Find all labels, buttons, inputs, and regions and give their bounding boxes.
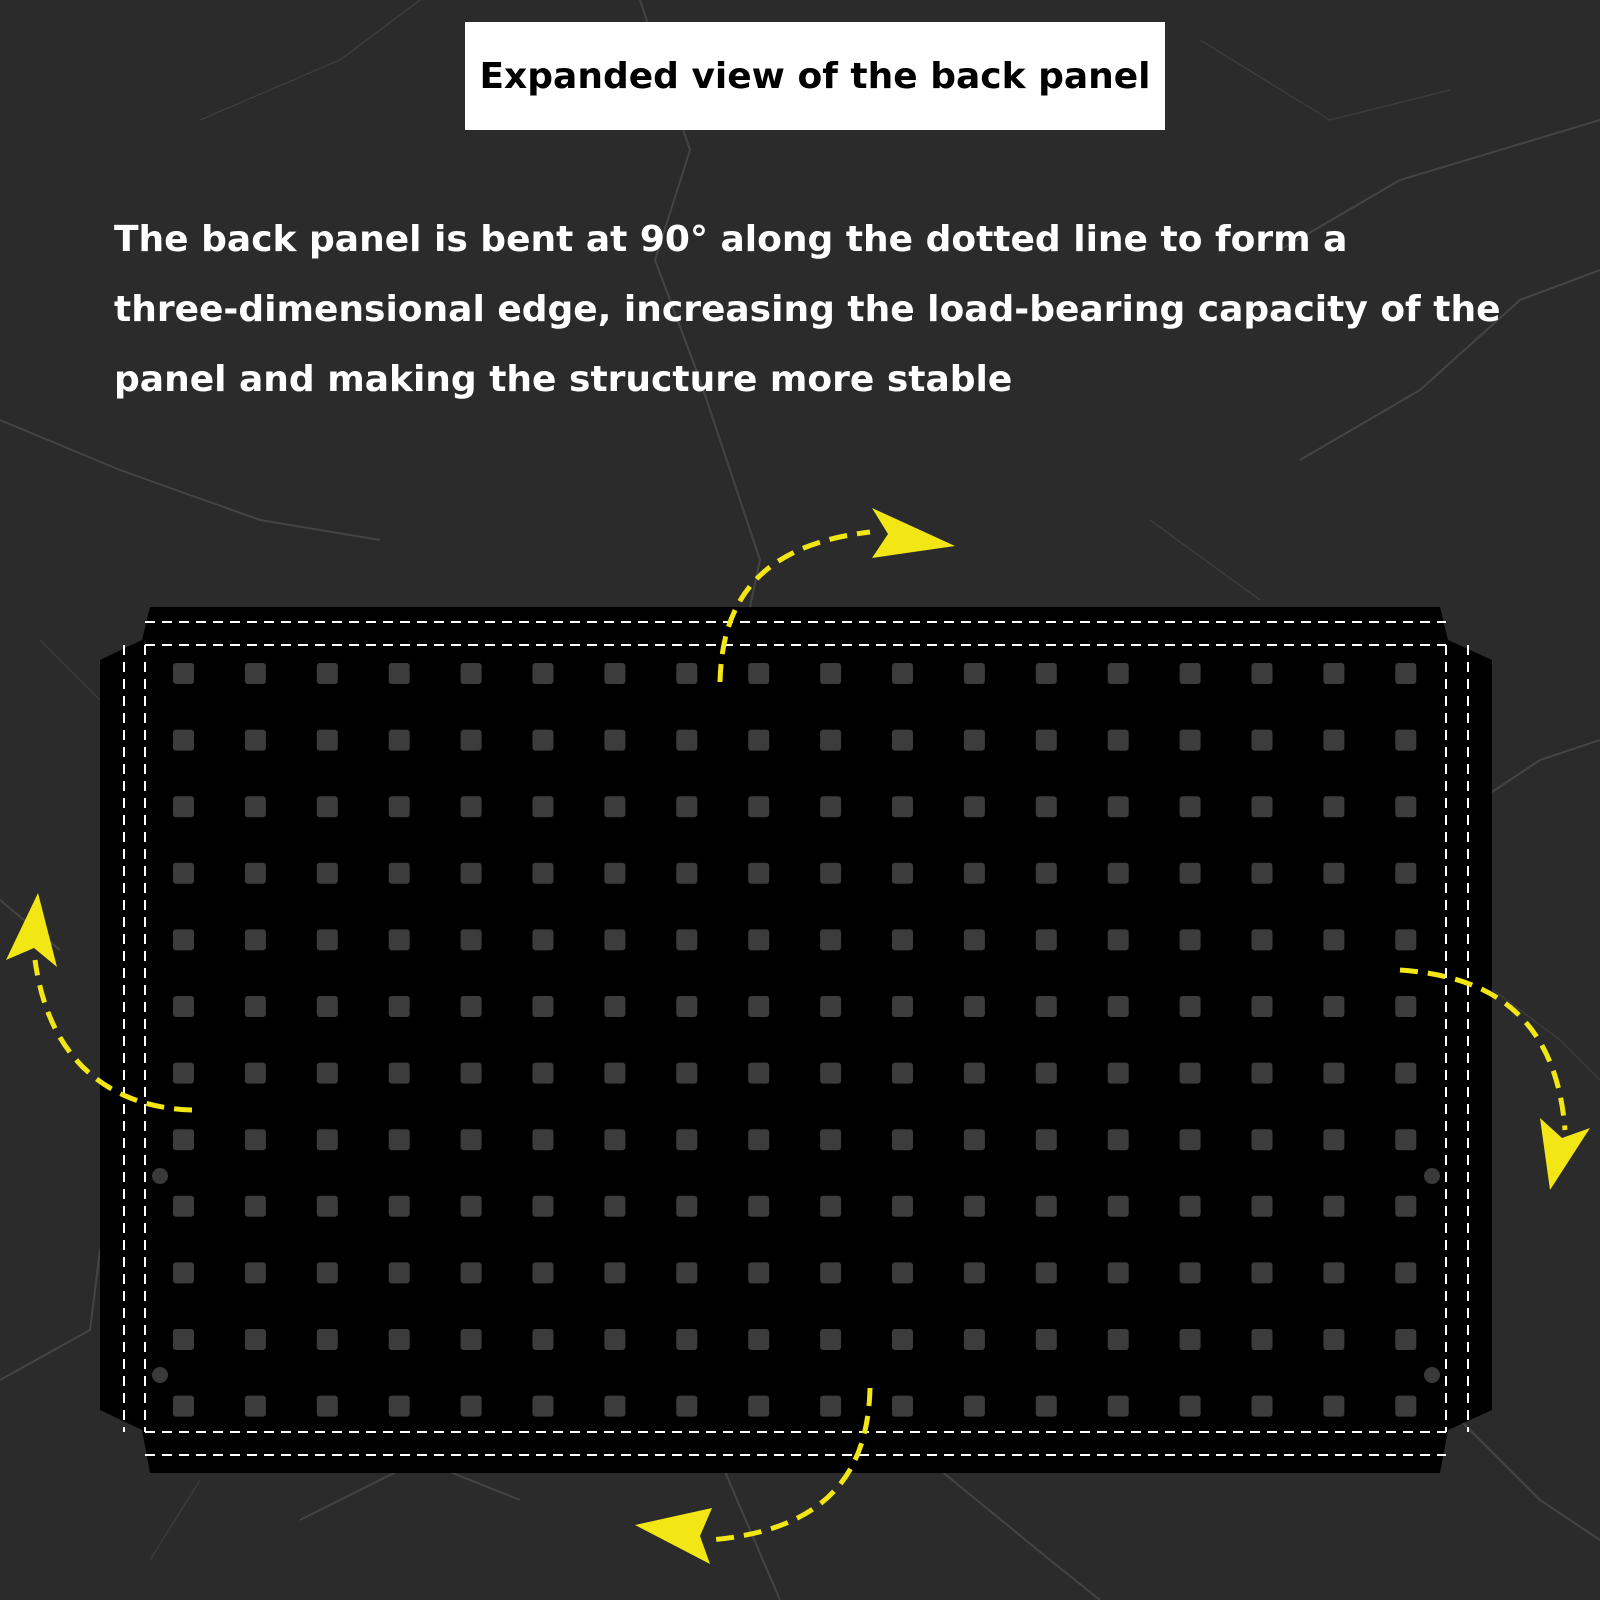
pegboard-hole [317,863,338,884]
pegboard-hole [1395,1063,1416,1084]
mount-hole [152,1367,168,1383]
pegboard-hole [173,663,194,684]
pegboard-hole [1180,1196,1201,1217]
pegboard-hole [1108,1396,1129,1417]
pegboard-hole [1323,663,1344,684]
pegboard-hole [1180,996,1201,1017]
pegboard-hole [748,1329,769,1350]
pegboard-hole [317,1329,338,1350]
pegboard-hole [317,929,338,950]
pegboard-hole [317,796,338,817]
pegboard-hole [461,730,482,751]
pegboard-hole [1108,1329,1129,1350]
pegboard-hole [389,929,410,950]
pegboard-hole [389,1329,410,1350]
pegboard-hole [604,663,625,684]
pegboard-hole [461,1329,482,1350]
pegboard-hole [461,996,482,1017]
pegboard-hole [892,1196,913,1217]
pegboard-hole [1323,796,1344,817]
pegboard-hole [173,1329,194,1350]
pegboard-hole [1180,1129,1201,1150]
pegboard-hole [1323,1129,1344,1150]
pegboard-hole [604,929,625,950]
pegboard-hole [604,1129,625,1150]
pegboard-hole [1036,1329,1057,1350]
pegboard-hole [1252,1129,1273,1150]
pegboard-hole [748,1262,769,1283]
pegboard-hole [1395,796,1416,817]
pegboard-hole [533,996,554,1017]
pegboard-hole [173,1262,194,1283]
pegboard-hole [245,996,266,1017]
pegboard-hole [892,996,913,1017]
pegboard-hole [820,730,841,751]
pegboard-hole [1252,1196,1273,1217]
description-line: three-dimensional edge, increasing the load-bearing capacity of the [114,289,1501,330]
pegboard-hole [1395,1329,1416,1350]
pegboard-hole [1252,929,1273,950]
pegboard-hole [245,730,266,751]
pegboard-hole [245,1063,266,1084]
pegboard-hole [533,796,554,817]
pegboard-hole [748,996,769,1017]
pegboard-hole [389,663,410,684]
pegboard-hole [820,1063,841,1084]
pegboard-hole [1252,863,1273,884]
pegboard-hole [461,796,482,817]
pegboard-hole [1036,863,1057,884]
pegboard-hole [676,863,697,884]
pegboard-hole [1180,1396,1201,1417]
mount-hole [1424,1367,1440,1383]
pegboard-hole [1323,929,1344,950]
pegboard-hole [1036,929,1057,950]
pegboard-hole [1252,663,1273,684]
pegboard-hole [820,929,841,950]
pegboard-hole [892,730,913,751]
pegboard-hole [892,929,913,950]
pegboard-hole [389,1063,410,1084]
pegboard-hole [1036,1063,1057,1084]
pegboard-hole [245,1396,266,1417]
pegboard-hole [533,929,554,950]
pegboard-hole [1108,663,1129,684]
pegboard-hole [964,1329,985,1350]
pegboard-hole [1036,796,1057,817]
mount-hole [1424,1168,1440,1184]
pegboard-hole [173,1396,194,1417]
pegboard-hole [245,863,266,884]
pegboard-hole [892,1129,913,1150]
pegboard-hole [317,1063,338,1084]
pegboard-hole [1036,730,1057,751]
pegboard-hole [317,663,338,684]
pegboard-hole [389,730,410,751]
pegboard-hole [533,1329,554,1350]
pegboard-hole [533,1262,554,1283]
pegboard-hole [317,1196,338,1217]
pegboard-hole [1323,1396,1344,1417]
pegboard-hole [1395,1396,1416,1417]
pegboard-hole [389,1262,410,1283]
pegboard-hole [1108,863,1129,884]
pegboard-hole [892,1329,913,1350]
pegboard-hole [389,996,410,1017]
pegboard-hole [1108,996,1129,1017]
pegboard-hole [533,1396,554,1417]
pegboard-hole [389,863,410,884]
pegboard-hole [964,1262,985,1283]
pegboard-hole [533,1196,554,1217]
pegboard-hole [317,730,338,751]
pegboard-hole [676,1129,697,1150]
description-line: The back panel is bent at 90° along the dotted line to form a [114,219,1348,260]
pegboard-hole [1323,1329,1344,1350]
pegboard-hole [533,863,554,884]
pegboard-hole [1180,1262,1201,1283]
pegboard-hole [964,663,985,684]
pegboard-hole [892,796,913,817]
pegboard-hole [892,1063,913,1084]
pegboard-hole [604,1196,625,1217]
pegboard-hole [245,663,266,684]
pegboard-hole [1036,663,1057,684]
pegboard-hole [604,863,625,884]
pegboard-hole [533,1129,554,1150]
pegboard-hole [389,1396,410,1417]
pegboard-hole [173,1063,194,1084]
pegboard-hole [533,1063,554,1084]
pegboard-hole [964,996,985,1017]
pegboard-hole [245,796,266,817]
pegboard-hole [1180,1329,1201,1350]
pegboard-hole [461,929,482,950]
pegboard-hole [748,730,769,751]
pegboard-hole [1036,1262,1057,1283]
pegboard-hole [604,1262,625,1283]
fold-arrow-down-icon [635,1508,712,1564]
pegboard-hole [964,1196,985,1217]
pegboard-hole [676,929,697,950]
pegboard-hole [964,796,985,817]
pegboard-hole [1252,730,1273,751]
pegboard-hole [173,1196,194,1217]
pegboard-hole [173,863,194,884]
pegboard-hole [748,663,769,684]
pegboard-hole [1108,1063,1129,1084]
description-line: panel and making the structure more stable [114,359,1013,400]
pegboard-hole [676,1396,697,1417]
pegboard-hole [676,1063,697,1084]
pegboard-hole [461,1396,482,1417]
pegboard-hole [1323,996,1344,1017]
pegboard-hole [317,996,338,1017]
pegboard-hole [892,663,913,684]
pegboard-hole [1323,1262,1344,1283]
pegboard-hole [1323,863,1344,884]
pegboard-hole [820,796,841,817]
pegboard-hole [1108,1196,1129,1217]
pegboard-hole [964,730,985,751]
pegboard-hole [964,1063,985,1084]
pegboard-hole [820,663,841,684]
pegboard-hole [964,1396,985,1417]
pegboard-hole [1323,730,1344,751]
pegboard-hole [676,1196,697,1217]
pegboard-hole [604,730,625,751]
pegboard-hole [1395,863,1416,884]
pegboard-hole [1395,663,1416,684]
pegboard-hole [1252,1396,1273,1417]
pegboard-hole [1395,929,1416,950]
pegboard-hole [461,663,482,684]
pegboard-hole [461,1063,482,1084]
pegboard-hole [676,796,697,817]
pegboard-hole [748,1129,769,1150]
pegboard-hole [1108,796,1129,817]
pegboard-hole [533,730,554,751]
back-panel [100,607,1492,1473]
pegboard-hole [748,1396,769,1417]
pegboard-hole [604,1063,625,1084]
pegboard-hole [892,1262,913,1283]
pegboard-hole [748,929,769,950]
pegboard-hole [1036,996,1057,1017]
pegboard-hole [317,1129,338,1150]
pegboard-hole [676,1329,697,1350]
pegboard-hole [461,1262,482,1283]
pegboard-hole [1395,1129,1416,1150]
pegboard-hole [964,1129,985,1150]
pegboard-hole [389,1129,410,1150]
pegboard-hole [389,1196,410,1217]
pegboard-hole [317,1262,338,1283]
pegboard-hole [245,1196,266,1217]
pegboard-hole [1180,663,1201,684]
pegboard-hole [820,1396,841,1417]
page-title: Expanded view of the back panel [479,55,1151,97]
pegboard-hole [317,1396,338,1417]
pegboard-hole [820,1129,841,1150]
pegboard-hole [173,929,194,950]
pegboard-hole [461,1196,482,1217]
fold-arrow-up-icon [872,508,955,558]
pegboard-hole [604,796,625,817]
pegboard-hole [245,1329,266,1350]
pegboard-hole [1180,863,1201,884]
pegboard-hole [173,1129,194,1150]
pegboard-hole [461,863,482,884]
pegboard-hole [533,663,554,684]
pegboard-hole [461,1129,482,1150]
pegboard-hole [1180,796,1201,817]
pegboard-hole [604,1396,625,1417]
pegboard-hole [892,863,913,884]
pegboard-hole [676,996,697,1017]
pegboard-hole [604,1329,625,1350]
pegboard-hole [173,796,194,817]
pegboard-hole [676,730,697,751]
pegboard-hole [1108,1129,1129,1150]
pegboard-hole [748,1063,769,1084]
pegboard-hole [820,996,841,1017]
pegboard-hole [892,1396,913,1417]
pegboard-hole [1323,1196,1344,1217]
pegboard-hole [820,1196,841,1217]
pegboard-hole [1252,796,1273,817]
pegboard-hole [1395,730,1416,751]
pegboard-hole [604,996,625,1017]
pegboard-hole [245,1129,266,1150]
pegboard-hole [1036,1196,1057,1217]
pegboard-hole [676,663,697,684]
pegboard-hole [1180,730,1201,751]
pegboard-hole [964,863,985,884]
pegboard-hole [1395,996,1416,1017]
pegboard-hole [1323,1063,1344,1084]
pegboard-hole [173,996,194,1017]
pegboard-hole [1108,929,1129,950]
pegboard-hole [389,796,410,817]
pegboard-hole [820,1329,841,1350]
pegboard-hole [676,1262,697,1283]
fold-arrow-left-icon [6,893,57,967]
pegboard-hole [1252,996,1273,1017]
pegboard-hole [245,929,266,950]
pegboard-hole [1395,1262,1416,1283]
pegboard-hole [748,1196,769,1217]
pegboard-hole [1036,1396,1057,1417]
pegboard-hole [964,929,985,950]
pegboard-hole [1036,1129,1057,1150]
pegboard-hole [1108,1262,1129,1283]
pegboard-hole [1252,1262,1273,1283]
pegboard-hole [820,1262,841,1283]
pegboard-hole [1180,929,1201,950]
pegboard-hole [820,863,841,884]
pegboard-hole [1180,1063,1201,1084]
pegboard-hole [1108,730,1129,751]
pegboard-hole [1252,1329,1273,1350]
pegboard-hole [748,863,769,884]
pegboard-hole [173,730,194,751]
mount-hole [152,1168,168,1184]
pegboard-hole [748,796,769,817]
pegboard-hole [1252,1063,1273,1084]
pegboard-hole [245,1262,266,1283]
pegboard-hole [1395,1196,1416,1217]
